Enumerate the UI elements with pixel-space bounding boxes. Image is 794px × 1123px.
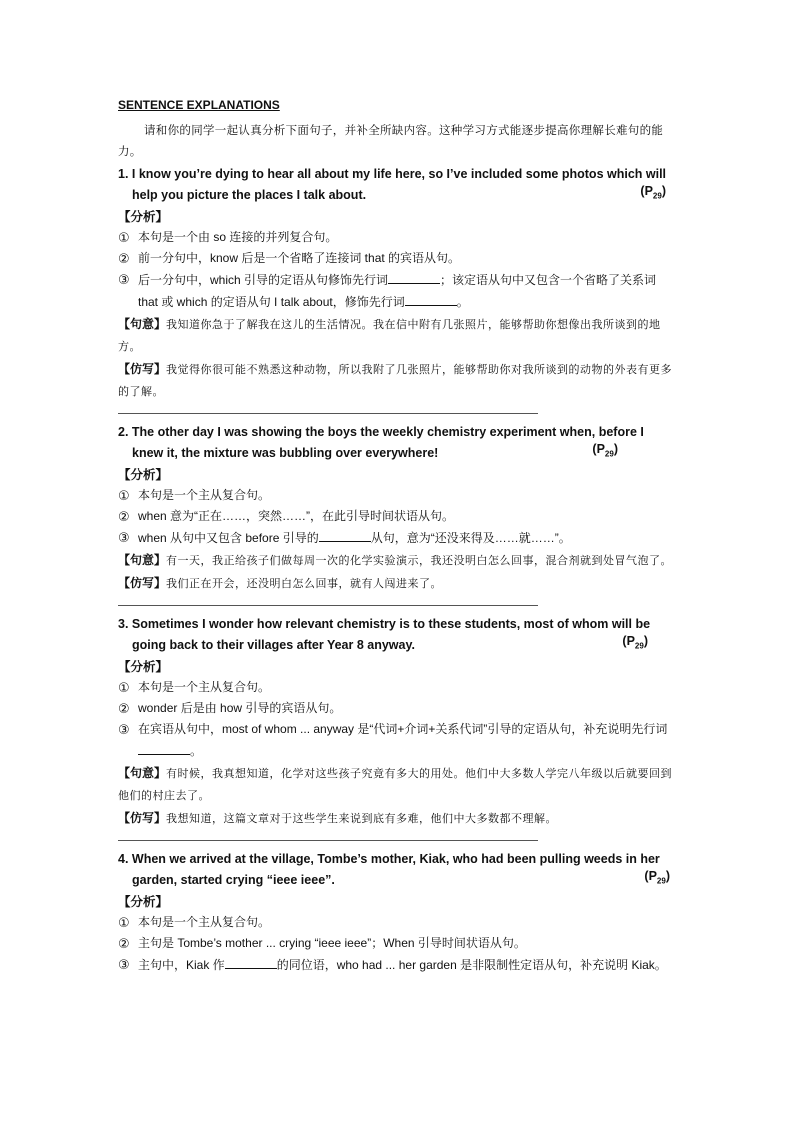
analysis-point: ① 本句是一个主从复合句。 xyxy=(118,915,271,930)
page-ref: $(P_{29})$ xyxy=(644,868,670,885)
meaning-text: 【句意】我知道你急于了解我在这儿的生活情况。我在信中附有几张照片，能够帮助你想像出我所谈到的地方。 xyxy=(118,317,661,353)
analysis-point: ③ when 从句中又包含 before 引导的 从句，意为“还没来得及……就……”。 xyxy=(118,527,678,549)
analysis-point: ① 本句是一个由 so 连接的并列复合句。 xyxy=(118,230,338,245)
meaning-text: 【句意】有时候，我真想知道，化学对这些孩子究竟有多大的用处。他们中大多数人学完八年级以后就要回到他们的村庄去了。 xyxy=(118,766,673,802)
analysis-label: 【分析】 xyxy=(118,659,169,674)
sentence-1 xyxy=(118,164,678,206)
imitate-text: 【仿写】我们正在开会，还没明白怎么回事，就有人闯进来了。 xyxy=(118,576,443,590)
analysis-point: ① 本句是一个主从复合句。 xyxy=(118,680,271,695)
divider xyxy=(118,605,538,606)
analysis-point: ③ 在宾语从句中，most of whom ... anyway 是“代词+介词+关系代词”引导的定语从句，补充说明先行词。 xyxy=(118,722,668,758)
analysis-point: ② when 意为“正在……，突然……”，在此引导时间状语从句。 xyxy=(118,509,455,524)
page-ref: $(P_{29})$ xyxy=(622,633,648,650)
analysis-point: ② 主句是 Tombe’s mother ... crying “ieee ieee”；When 引导时间状语从句。 xyxy=(118,936,526,951)
analysis-point: ② 前一分句中，know 后是一个省略了连接词 that 的宾语从句。 xyxy=(118,251,461,266)
sentence-2 xyxy=(118,422,678,464)
sentence-3 xyxy=(118,614,678,656)
analysis-label: 【分析】 xyxy=(118,467,169,482)
fill-blank[interactable] xyxy=(138,740,190,755)
page-title: SENTENCE EXPLANATIONS xyxy=(118,98,280,112)
analysis-point: ① 本句是一个主从复合句。 xyxy=(118,488,271,503)
sentence-text: 2. The other day I was showing the boys the weekly chemistry experiment when, before I knew it, the mixture was bubbling over everywhere! xyxy=(118,425,644,460)
imitate-text: 【仿写】我想知道，这篇文章对于这些学生来说到底有多难，他们中大多数都不理解。 xyxy=(118,811,558,825)
intro-text: 请和你的同学一起认真分析下面句子，并补全所缺内容。这种学习方式能逐步提高你理解长难句的能力。 xyxy=(118,123,664,158)
fill-blank[interactable] xyxy=(319,527,371,542)
analysis-label: 【分析】 xyxy=(118,894,169,909)
analysis-point: ③ 主句中，Kiak 作 的同位语，who had ... her garden 是非限制性定语从句，补充说明 Kiak。 xyxy=(118,954,678,976)
sentence-text: 3. Sometimes I wonder how relevant chemistry is to these students, most of whom will be going back to their villages after Year 8 anyway. xyxy=(118,617,651,652)
page-ref: $(P_{29})$ xyxy=(592,441,618,458)
sentence-text: 4. When we arrived at the village, Tombe’s mother, Kiak, who had been pulling weeds in her garden, started crying “ieee ieee”. xyxy=(118,852,660,887)
fill-blank[interactable] xyxy=(225,954,277,969)
analysis-label: 【分析】 xyxy=(118,209,169,224)
section-1 xyxy=(118,164,678,414)
fill-blank[interactable] xyxy=(405,291,457,306)
section-2 xyxy=(118,422,678,606)
meaning-text: 【句意】有一天，我正给孩子们做每周一次的化学实验演示，我还没明白怎么回事，混合剂就到处冒气泡了。 xyxy=(118,553,673,567)
section-4 xyxy=(118,849,678,976)
sentence-4 xyxy=(118,849,678,891)
divider xyxy=(118,840,538,841)
analysis-point: ③ 后一分句中，which 引导的定语从句修饰先行词 ；该定语从句中又包含一个省略了关系词 that 或 which 的定语从句 I talk about，修饰先行词 。 xyxy=(118,269,678,313)
worksheet xyxy=(118,98,678,976)
divider xyxy=(118,413,538,414)
sentence-text: 1. I know you’re dying to hear all about my life here, so I’ve included some photos which will help you picture the places I talk about. xyxy=(118,167,667,202)
section-3 xyxy=(118,614,678,841)
page-ref: $(P_{29})$ xyxy=(640,183,666,200)
fill-blank[interactable] xyxy=(388,269,440,284)
analysis-point: ② wonder 后是由 how 引导的宾语从句。 xyxy=(118,701,342,716)
imitate-text: 【仿写】我觉得你很可能不熟悉这种动物，所以我附了几张照片，能够帮助你对我所谈到的动物的外表有更多的了解。 xyxy=(118,362,673,398)
